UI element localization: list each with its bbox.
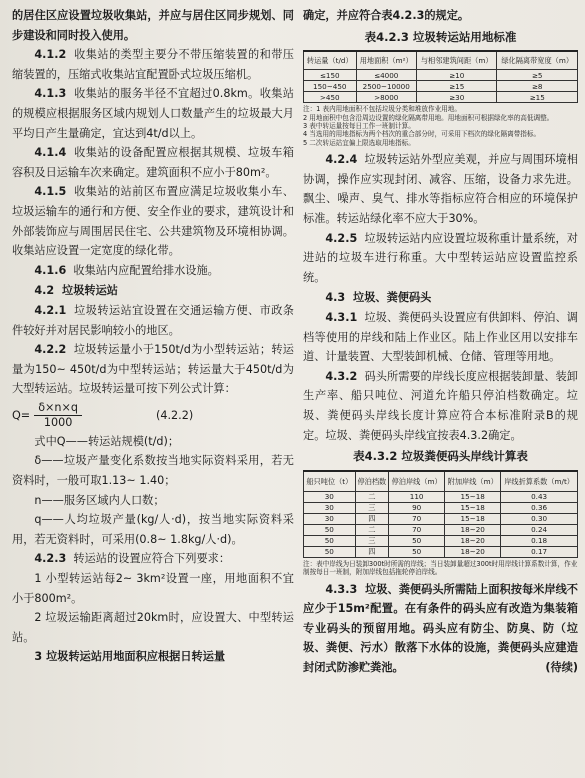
clause-text: 收集站的设备配置应根据其规模、垃圾车箱容积及日运输车次来确定。建筑面积不应小于80m²。 <box>12 146 294 179</box>
table-row <box>304 513 578 524</box>
table-body <box>304 491 578 557</box>
paragraph: 确定，并应符合表4.2.3的规定。 <box>303 9 470 22</box>
table-cell: 70 <box>389 524 445 535</box>
table-cell: 四 <box>355 546 389 557</box>
table-cell: 0.17 <box>501 546 578 557</box>
clause-text: 垃圾转运站外型应美观，并应与周围环境相协调，操作应实现封闭、减容、压缩，设备力求先进。飘尘、噪声、臭气、排水等指标应符合相应的环境保护标准。转运站绿化率不应大于30%。 <box>303 153 578 225</box>
clause-text: 垃圾转运站宜设置在交通运输方便、市政条件较好并对居民影响较小的地区。 <box>12 303 294 337</box>
table-cell: 0.18 <box>501 535 578 546</box>
table-note: 注：1 表内用地面积不包括垃圾分类和堆放作业用地。 <box>303 105 461 114</box>
table-cell: ≥15 <box>416 81 497 92</box>
table-cell: 50 <box>389 546 445 557</box>
formula-fraction <box>34 401 82 430</box>
clause-text: 垃圾转运量小于150t/d为小型转运站；转运量为150~ 450t/d为中型转运站；转运量大于450t/d为大型转运站。垃圾转运量可按下列公式计算： <box>12 343 294 396</box>
table-cell: 150~450 <box>304 81 357 92</box>
left-column <box>12 6 294 667</box>
definition: n——服务区域内人口数； <box>34 493 165 507</box>
table-header: 与相邻建筑间距（m） <box>416 51 497 70</box>
table-header: 停泊档数 <box>355 471 389 492</box>
clause-text: 收集站的站前区布置应满足垃圾收集小车、垃圾运输车的通行和方便、安全作业的要求，建筑设计和外部装饰应与周围居民住宅、公共建筑物及环境相协调。收集站应设置一定宽度的绿化带。 <box>12 185 294 258</box>
table-cell: 50 <box>304 524 356 535</box>
table-cell: 18~20 <box>445 546 501 557</box>
clause-text: 垃圾、粪便码头所需陆上面积按每米岸线不应少于15m²配置。在有条件的码头应有改造为集装箱专业码头的预留用地。码头应有防尘、防臭、防（垃圾、粪便、污水）散落下水体的设施，粪便码头应建造封闭式防渗贮粪池。 <box>303 582 578 674</box>
table-cell: 30 <box>304 491 356 502</box>
clause-number: 4.2.1 <box>34 303 67 317</box>
clause-text: 码头所需要的岸线长度应根据装卸量、装卸生产率、船只吨位、河道允许船只停泊档数确定。垃圾、粪便码头岸线长度计算应符合本标准附录B的规定。垃圾、粪便码头岸线宜按表4.3.2确定。 <box>303 369 578 442</box>
shoreline-table <box>303 470 578 558</box>
definition: 式中Q——转运站规模(t/d)； <box>34 434 180 448</box>
table-header: 附加岸线（m） <box>445 471 501 492</box>
table-note: 2 用地面积中包含沿周边设置的绿化隔离带用地。用地面积可根据绿化率的高低调整。 <box>303 113 554 122</box>
table-row <box>304 502 578 513</box>
table-cell: ≥30 <box>416 92 497 103</box>
table-cell: 0.43 <box>501 491 578 502</box>
table-caption: 表4.2.3 垃圾转运站用地标准 <box>364 29 517 44</box>
table-row <box>304 92 578 103</box>
clause-number: 4.1.2 <box>34 48 67 62</box>
table-note: 注：表中岸线为日装卸300t时所需的岸线；当日装卸量超过300t时用岸线计算系数计算，作业制按每日一班制，附加岸线包括拖轮停泊岸线。 <box>303 559 578 577</box>
table-cell: 三 <box>355 535 389 546</box>
table-cell: 0.30 <box>501 513 578 524</box>
table-notes <box>303 105 578 147</box>
table-cell: 15~18 <box>445 502 501 513</box>
clause-number: 4.2.4 <box>325 153 358 167</box>
table-header: 船只吨位（t） <box>304 471 356 492</box>
table-cell: 0.36 <box>501 502 578 513</box>
clause-number: 4.3.3 <box>325 582 358 596</box>
table-header-row <box>304 471 578 492</box>
table-row <box>304 70 578 81</box>
table-cell: ≥8 <box>497 81 578 92</box>
table-row <box>304 524 578 535</box>
table-caption: 表4.3.2 垃圾粪便码头岸线计算表 <box>353 449 528 464</box>
clause-number: 4.2.3 <box>34 552 67 566</box>
table-cell: 18~20 <box>445 524 501 535</box>
table-cell: 30 <box>304 513 356 524</box>
table-cell: 18~20 <box>445 535 501 546</box>
list-item: 2 垃圾运输距离超过20km时，应设置大、中型转运站。 <box>12 611 294 644</box>
clause-text: 收集站的类型主要分不带压缩装置的和带压缩装置的，压缩式收集站宜配置卧式垃圾压缩机。 <box>12 48 294 81</box>
table-header: 绿化隔离带宽度（m） <box>497 51 578 70</box>
table-cell: 二 <box>355 524 389 535</box>
clause-number: 4.1.3 <box>34 87 67 101</box>
table-cell: >450 <box>304 92 357 103</box>
table-header: 转运量（t/d） <box>304 51 357 70</box>
clause-number: 4.1.4 <box>34 146 67 160</box>
table-header-row <box>304 51 578 70</box>
clause-text: 垃圾转运站内应设置垃圾称重计量系统，对进站的垃圾车进行称重。大中型转运站应设置监控系统。 <box>303 231 578 284</box>
table-note: 5 二次转运站宜偏上限选取用地指标。 <box>303 138 415 147</box>
table-cell: 四 <box>355 513 389 524</box>
table-cell: 50 <box>304 546 356 557</box>
clause-text: 转运站的设置应符合下列要求： <box>73 552 231 566</box>
table-cell: ≥15 <box>497 92 578 103</box>
section-heading: 4.2 垃圾转运站 <box>34 284 118 298</box>
formula <box>12 401 294 430</box>
section-heading: 4.3 垃圾、粪便码头 <box>325 291 432 305</box>
table-row <box>304 546 578 557</box>
table-header: 岸线折算系数（m/t） <box>501 471 578 492</box>
table-cell: 15~18 <box>445 491 501 502</box>
table-cell: 三 <box>355 502 389 513</box>
formula-lhs: Q= <box>12 408 31 422</box>
definition: δ——垃圾产量变化系数按当地实际资料采用，若无资料时，一般可取1.13~ 1.40； <box>12 454 294 488</box>
formula-numerator: δ×n×q <box>34 401 82 416</box>
table-cell: 110 <box>389 491 445 502</box>
table-cell: ≥10 <box>416 70 497 81</box>
table-cell: 0.24 <box>501 524 578 535</box>
table-row <box>304 81 578 92</box>
clause-number: 4.3.1 <box>325 310 358 324</box>
table-cell: >8000 <box>356 92 416 103</box>
clause-number: 4.2.2 <box>34 343 67 357</box>
table-row <box>304 535 578 546</box>
land-use-table <box>303 50 578 103</box>
continued-label: (待续) <box>545 660 578 674</box>
table-row <box>304 491 578 502</box>
equation-number: (4.2.2) <box>155 408 194 422</box>
clause-number: 4.1.5 <box>34 185 67 199</box>
formula-denominator: 1000 <box>43 415 73 429</box>
table-cell: 二 <box>355 491 389 502</box>
table-note: 3 表中转运量按每日工作一班制计算。 <box>303 122 415 130</box>
clause-text: 垃圾、粪便码头设置应有供卸料、停泊、调档等使用的岸线和陆上作业区。陆上作业区用以安排车道、计量装置、大型装卸机械、仓储、管理等用地。 <box>303 310 578 364</box>
table-header: 停泊岸线（m） <box>389 471 445 492</box>
list-item: 1 小型转运站每2~ 3km²设置一座，用地面积不宜小于800m²。 <box>12 572 294 605</box>
table-cell: 70 <box>389 513 445 524</box>
paragraph: 的居住区应设置垃圾收集站，并应与居住区同步规划、同步建设和同时投入使用。 <box>12 9 294 42</box>
table-note: 4 当选用的用地指标为两个档次的重合部分时，可采用下档次的绿化隔离带指标。 <box>303 130 541 139</box>
table-cell: 90 <box>389 502 445 513</box>
clause-number: 4.3.2 <box>325 369 358 383</box>
table-cell: 50 <box>304 535 356 546</box>
clause-text: 收集站内应配置给排水设施。 <box>73 263 219 277</box>
right-column <box>303 6 578 678</box>
clause-text: 收集站的服务半径不宜超过0.8km。收集站的规模应根据服务区域内规划人口数量产生的垃圾最大月平均日产生量确定，宜达到4t/d以上。 <box>12 87 294 140</box>
definition: q——人均垃圾产量(kg/人·d)，按当地实际资料采用，若无资料时，可采用(0.8~ 1.8kg/人·d)。 <box>12 513 294 546</box>
table-cell: 2500~10000 <box>356 81 416 92</box>
clause-number: 4.2.5 <box>325 231 358 245</box>
table-cell: 30 <box>304 502 356 513</box>
table-cell: ≥5 <box>497 70 578 81</box>
table-cell: ≤4000 <box>356 70 416 81</box>
table-header: 用地面积（m²） <box>356 51 416 70</box>
clause-number: 4.1.6 <box>34 263 67 277</box>
table-cell: 15~18 <box>445 513 501 524</box>
table-cell: 50 <box>389 535 445 546</box>
table-cell: ≤150 <box>304 70 357 81</box>
list-item: 3 垃圾转运站用地面积应根据日转运量 <box>34 650 226 664</box>
